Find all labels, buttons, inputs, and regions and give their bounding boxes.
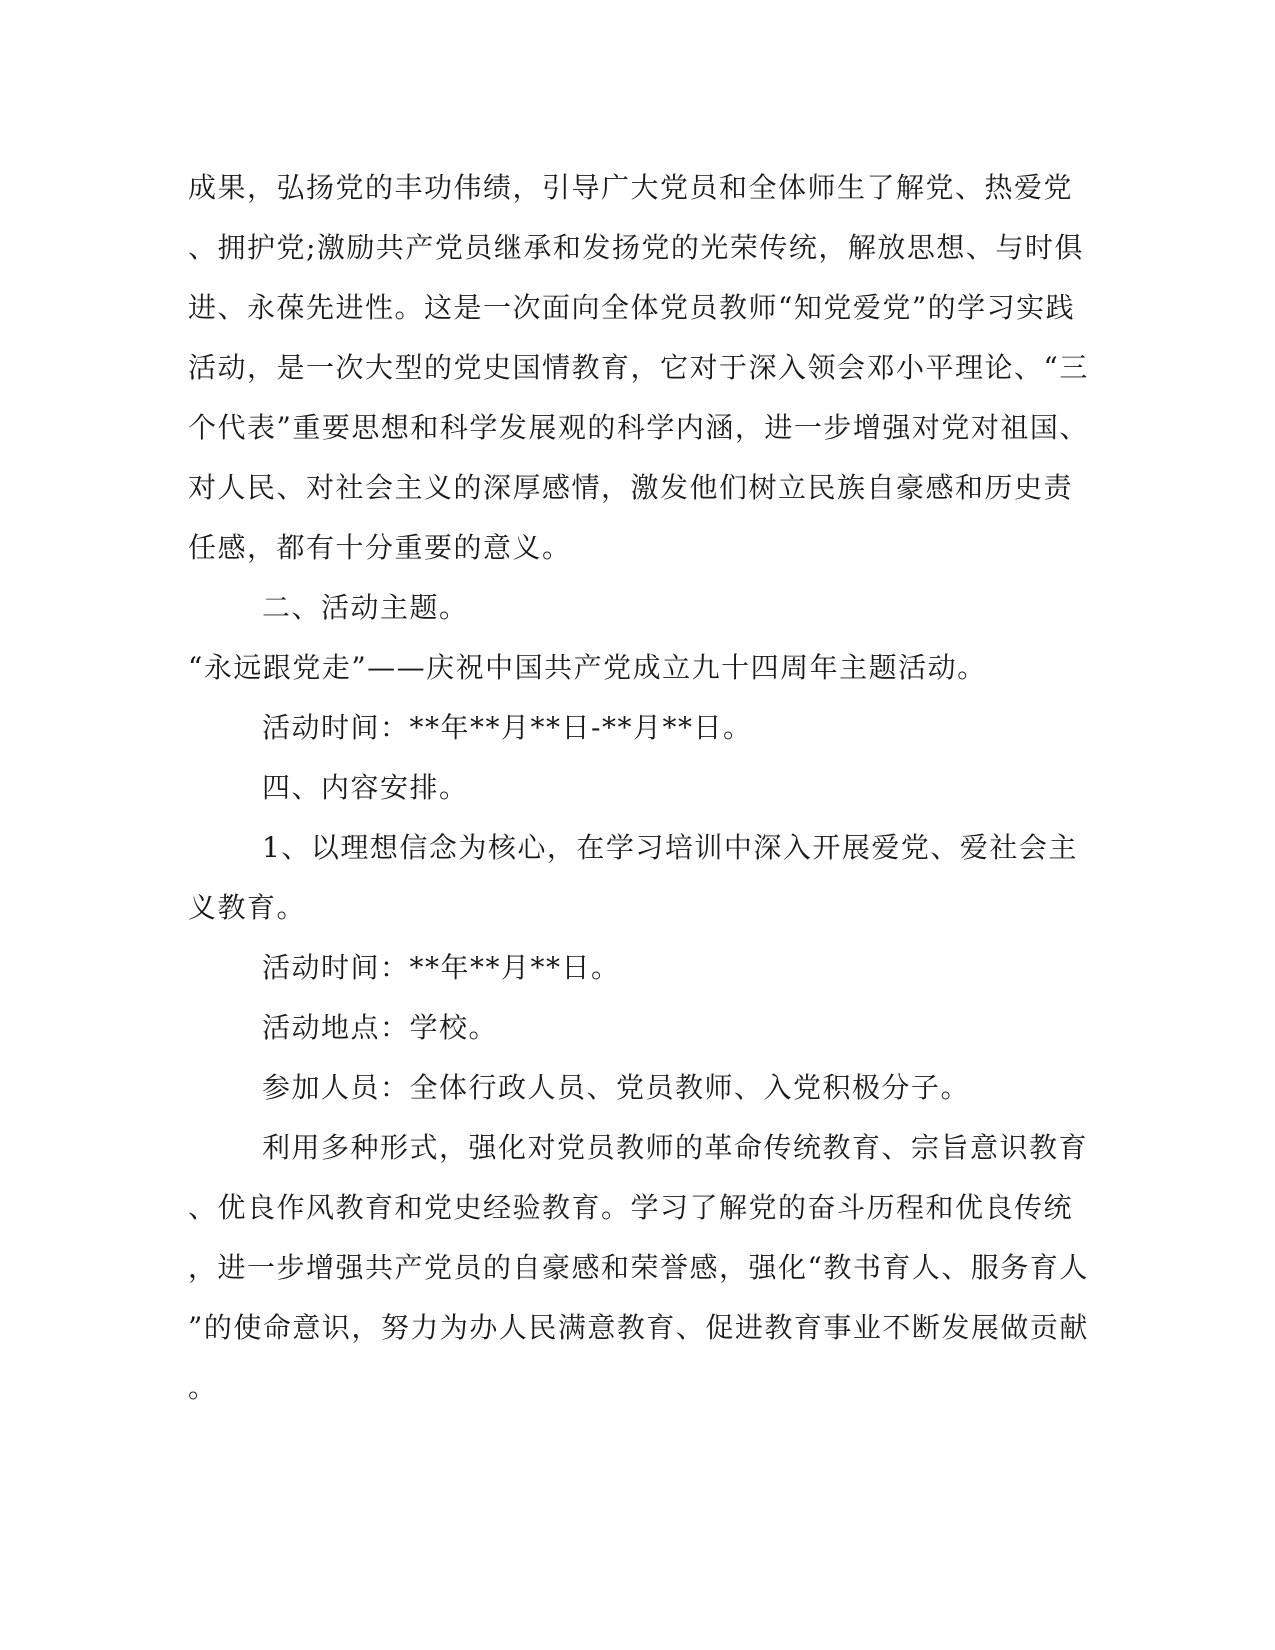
text-line: 、拥护党;激励共产党员继承和发扬党的光荣传统，解放思想、与时俱 [188,231,1084,264]
text-line: 活动，是一次大型的党史国情教育，它对于深入领会邓小平理论、“三 [188,351,1089,384]
text-line: 进、永葆先进性。这是一次面向全体党员教师“知党爱党”的学习实践 [188,291,1076,324]
theme-line: “永远跟党走”——庆祝中国共产党成立九十四周年主题活动。 [188,651,987,684]
activity-location: 活动地点：学校。 [262,1011,499,1044]
activity-time: 活动时间：**年**月**日-**月**日。 [262,711,753,744]
text-line: 成果，弘扬党的丰功伟绩，引导广大党员和全体师生了解党、热爱党 [188,171,1074,204]
section-heading: 四、内容安排。 [262,771,469,804]
section-heading: 二、活动主题。 [262,591,469,624]
text-line: 利用多种形式，强化对党员教师的革命传统教育、宗旨意识教育 [262,1131,1089,1164]
text-line: 。 [188,1371,218,1404]
text-line: 个代表”重要思想和科学发展观的科学内涵，进一步增强对党对祖国、 [188,411,1089,444]
text-line: 义教育。 [188,891,307,924]
text-line: 、优良作风教育和党史经验教育。学习了解党的奋斗历程和优良传统 [188,1191,1074,1224]
body-text [188,158,1089,1418]
text-line: 对人民、对社会主义的深厚感情，激发他们树立民族自豪感和历史责 [188,471,1074,504]
text-line: 任感，都有十分重要的意义。 [188,531,572,564]
participants: 参加人员：全体行政人员、党员教师、入党积极分子。 [262,1071,971,1104]
list-item: 1、以理想信念为核心，在学习培训中深入开展爱党、爱社会主 [262,831,1078,864]
text-line: ”的使命意识，努力为办人民满意教育、促进教育事业不断发展做贡献 [188,1311,1089,1344]
activity-time: 活动时间：**年**月**日。 [262,951,621,984]
text-line: ，进一步增强共产党员的自豪感和荣誉感，强化“教书育人、服务育人 [188,1251,1089,1284]
